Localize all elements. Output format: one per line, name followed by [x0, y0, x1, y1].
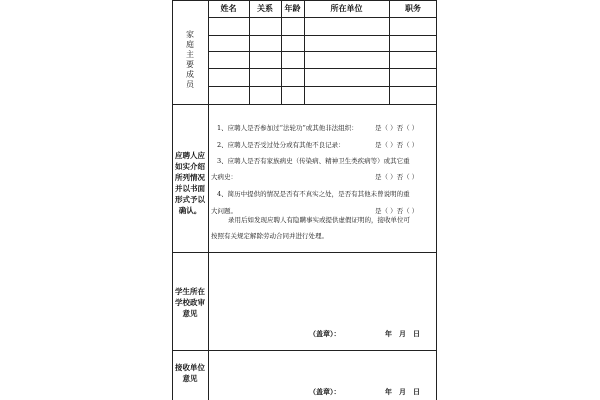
members-label-char: 成: [186, 70, 194, 79]
school-label-line: 学校政审: [175, 298, 205, 307]
members-header-divider: [208, 17, 437, 18]
confirm-item-1: 1、应聘人是否参加过“法轮功”或其他非法组织：: [217, 124, 358, 132]
header-age: 年龄: [284, 4, 301, 13]
members-col-divider: [249, 0, 250, 104]
confirm-item-4: 4、简历中提供的情况是否有不真实之处，是否有其他未曾说明的重: [217, 190, 410, 198]
header-workplace: 所在单位: [330, 4, 363, 13]
confirm-label-line: 形式予以: [175, 195, 205, 204]
members-label-char: 主: [186, 50, 194, 59]
receiver-date: 年 月 日: [385, 387, 420, 396]
header-position: 职务: [405, 4, 421, 13]
header-relation: 关系: [257, 4, 273, 13]
confirm-note-line-1: 录用后如发现应聘人有隐瞒事实或提供虚假证明的，接收单位可: [228, 216, 410, 224]
receiver-section-label: [172, 362, 208, 384]
confirm-item-3: 3、应聘人是否有家族病史（传染病、精神卫生类疾病等）或其它重: [217, 157, 410, 165]
confirm-label-line: 并以书面: [175, 184, 205, 193]
members-row-divider: [208, 35, 437, 36]
confirm-label-line: 所列情况: [175, 173, 205, 182]
confirm-section-bottom: [172, 252, 437, 253]
receiver-stamp-label: （盖章）：: [309, 387, 341, 396]
confirm-item-4-cont: 大问题。: [211, 207, 237, 215]
confirm-item-3-cont: 大病史：: [211, 173, 237, 181]
confirm-note-line-2: 按照有关规定解除劳动合同并进行处理。: [211, 232, 328, 240]
confirm-label-line: 如实介绍: [175, 162, 205, 171]
school-section-label: [172, 286, 208, 319]
members-label-char: 要: [186, 60, 194, 69]
members-col-divider: [281, 0, 282, 104]
confirm-item-2: 2、应聘人是否受过处分或有其他不良记录：: [217, 141, 345, 149]
members-label-char: 庭: [186, 40, 194, 49]
confirm-label-line: 应聘人应: [175, 151, 205, 160]
header-name: 姓名: [220, 4, 237, 13]
members-col-divider: [304, 0, 305, 104]
school-label-line: 学生所在: [175, 287, 205, 296]
confirm-item-3-choice: 是（ ）否（ ）: [375, 173, 419, 181]
confirm-section-label: [172, 150, 208, 216]
members-row-divider: [208, 68, 437, 69]
members-row-divider: [208, 86, 437, 87]
school-section-bottom: [172, 350, 437, 351]
members-label-char: 员: [186, 80, 194, 89]
confirm-item-2-choice: 是（ ）否（ ）: [375, 141, 419, 149]
label-column-divider: [208, 0, 209, 400]
members-section-label: [184, 30, 196, 90]
school-stamp-label: （盖章）：: [309, 329, 341, 338]
receiver-label-line: 意见: [182, 374, 198, 383]
school-date: 年 月 日: [385, 329, 420, 338]
members-label-text: [184, 30, 196, 90]
confirm-item-1-choice: 是（ ）否（ ）: [375, 124, 419, 132]
confirm-item-4-choice: 是（ ）否（ ）: [375, 207, 419, 215]
members-col-divider: [389, 0, 390, 104]
school-label-line: 意见: [182, 309, 198, 318]
members-label-char: 家: [186, 30, 194, 39]
receiver-label-line: 接收单位: [175, 363, 205, 372]
members-row-divider: [208, 51, 437, 52]
members-section-bottom: [172, 104, 437, 105]
confirm-label-line: 确认。: [178, 206, 202, 215]
